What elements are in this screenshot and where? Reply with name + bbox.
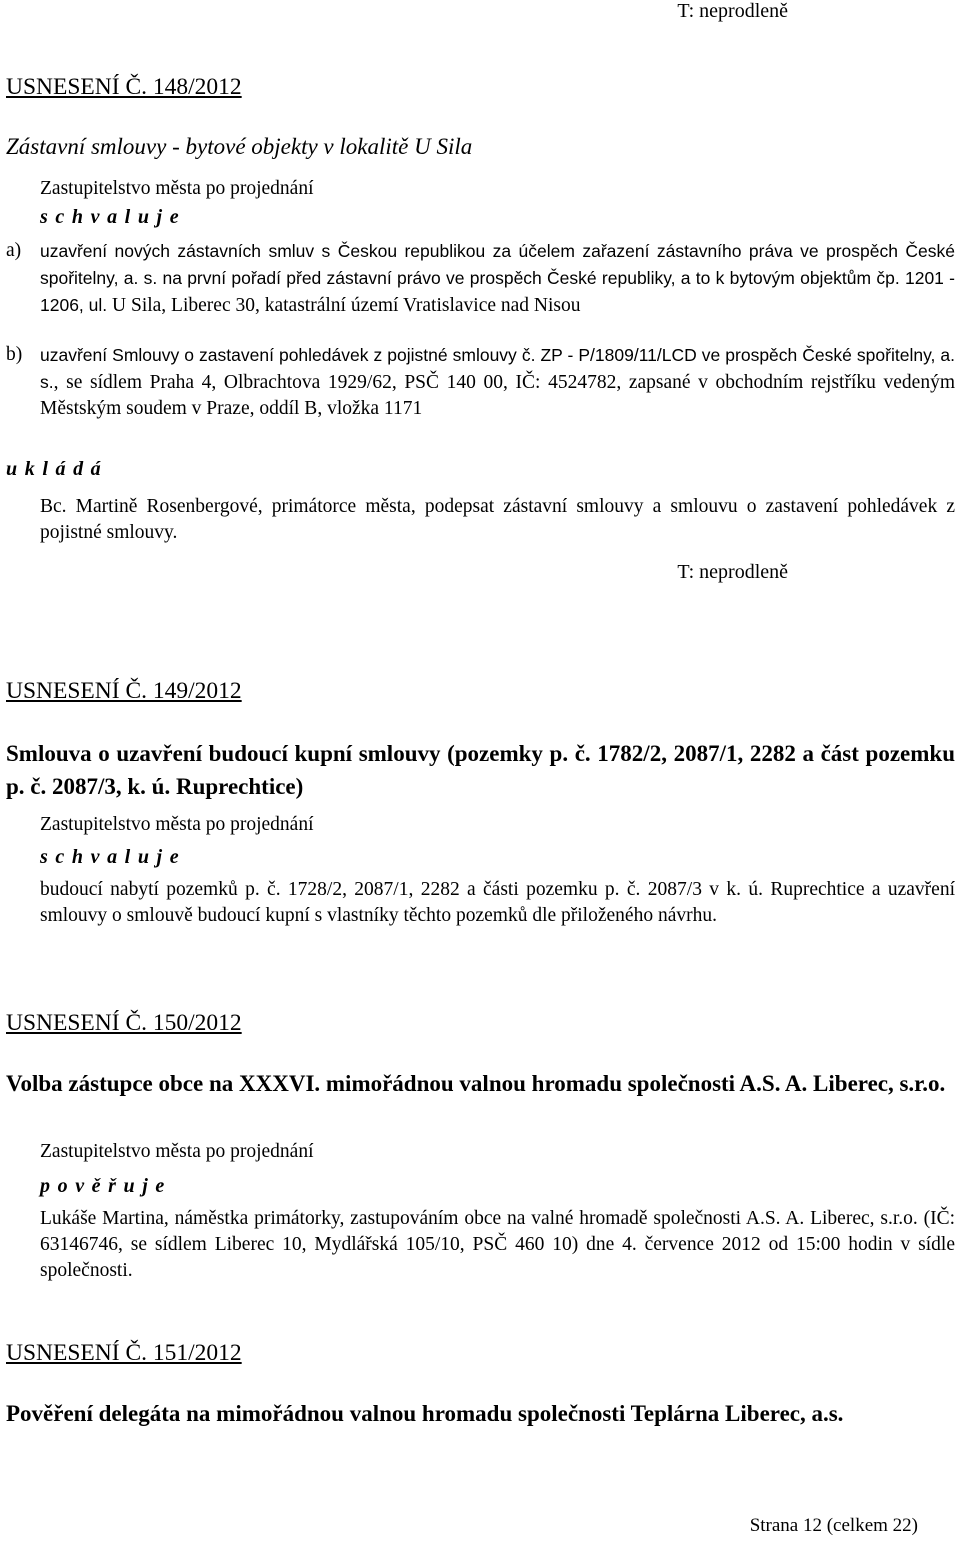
council-intro: Zastupitelstvo města po projednání [40,178,314,199]
resolution-heading: USNESENÍ Č. 151/2012 [6,1340,242,1366]
verb-uklada: u k l á d á [6,458,101,480]
verb-schvaluje: s c h v a l u j e [40,206,179,228]
resolution-text: budoucí nabytí pozemků p. č. 1728/2, 2087/1, 2282 a části pozemku p. č. 2087/3 v k. ú. Ruprechtice a uzavření smlouvy o smlouvě budoucí kupní s vlastníky těchto pozemků dle přiloženého návrhu. [40,879,955,926]
resolution-text: Bc. Martině Rosenbergové, primátorce města, podepsat zástavní smlouvy a smlouvu o zastavení pohledávek z pojistné smlouvy. [40,496,955,543]
council-intro: Zastupitelstvo města po projednání [40,1141,314,1162]
page-footer: Strana 12 (celkem 22) [749,1515,918,1536]
item-text-cont: U Sila, Liberec 30, katastrální území Vratislavice nad Nisou [107,295,581,316]
item-label: a) [6,240,22,261]
resolution-text: Lukáše Martina, náměstka primátorky, zastupováním obce na valné hromadě společnosti A.S. A. Liberec, s.r.o. (IČ: 63146746, se sídlem Liberec 10, Mydlářská 105/10, PSČ 460 10) dne 4. července 2012 od 15:00 hodin v sídle společnosti. [40,1208,955,1281]
verb-schvaluje: s c h v a l u j e [40,846,179,868]
item-label: b) [6,344,23,365]
resolution-heading: USNESENÍ Č. 150/2012 [6,1010,242,1036]
resolution-title: Pověření delegáta na mimořádnou valnou hromadu společnosti Teplárna Liberec, a.s. [6,1401,844,1426]
council-intro: Zastupitelstvo města po projednání [40,814,314,835]
item-text: uzavření nových zástavních smluv s Českou republikou za účelem zařazení zástavního práva ve prospěch České spořitelny, a. s. na první pořadí před zástavní právo ve prospěch České republiky, a to k bytovým objektům čp. 1201 - 1206, ul. [40,241,955,315]
deadline-top: T: neprodleně [677,0,788,22]
verb-poveruje: p o v ě ř u j e [40,1175,165,1197]
resolution-heading: USNESENÍ Č. 148/2012 [6,74,242,100]
item-text: uzavření Smlouvy o zastavení pohledávek z pojistné smlouvy č. ZP - P/1809/11/LCD ve prospěch České spořitelny, a. s. [40,345,955,392]
deadline: T: neprodleně [677,561,788,583]
resolution-title: Zástavní smlouvy - bytové objekty v lokalitě U Sila [6,134,473,159]
resolution-heading: USNESENÍ Č. 149/2012 [6,678,242,704]
resolution-title: Smlouva o uzavření budoucí kupní smlouvy (pozemky p. č. 1782/2, 2087/1, 2282 a část pozemku p. č. 2087/3, k. ú. Ruprechtice) [6,741,955,799]
resolution-title: Volba zástupce obce na XXXVI. mimořádnou valnou hromadu společnosti A.S. A. Liberec, s.r.o. [6,1071,946,1096]
list-item-b [6,342,955,422]
item-text-cont: , se sídlem Praha 4, Olbrachtova 1929/62, PSČ 140 00, IČ: 4524782, zapsané v obchodním rejstříku vedeným Městským soudem v Praze, oddíl B, vložka 1171 [40,372,955,419]
list-item-a [6,238,955,319]
